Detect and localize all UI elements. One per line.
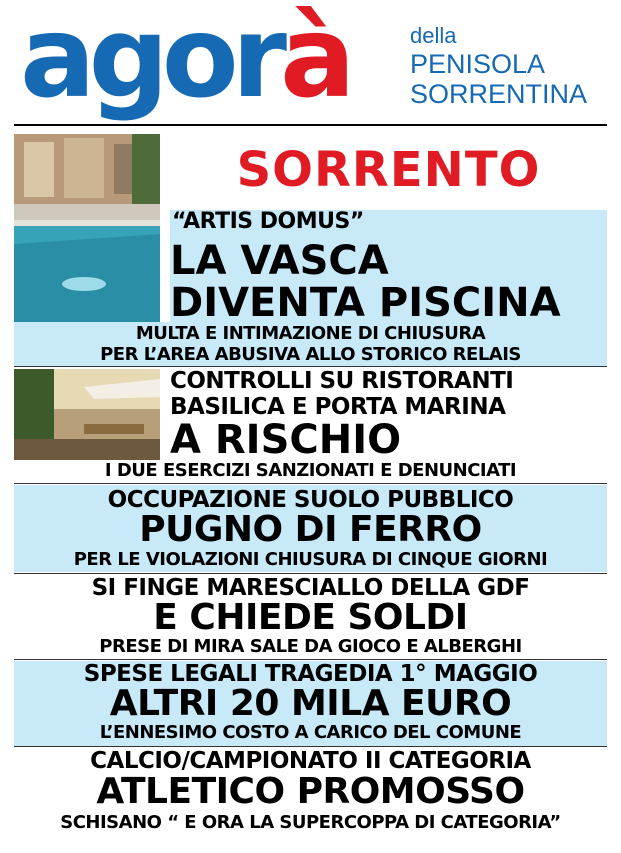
divider-1 [14, 366, 607, 367]
story4-sub: PRESE DI MIRA SALE DA GIOCO E ALBERGHI [99, 636, 522, 657]
section-title: SORRENTO [236, 142, 541, 198]
story5-kicker: SPESE LEGALI TRAGEDIA 1° MAGGIO [83, 661, 538, 687]
story5-headline: ALTRI 20 MILA EURO [109, 683, 512, 724]
story2-kicker-2: BASILICA E PORTA MARINA [170, 394, 506, 420]
masthead-penisola: PENISOLA [410, 49, 546, 79]
story6-headline: ATLETICO PROMOSSO [96, 771, 525, 812]
story1-kicker: “ARTIS DOMUS” [172, 209, 364, 234]
restaurant-photo [14, 369, 160, 460]
story1-sub-2: PER L’AREA ABUSIVA ALLO STORICO RELAIS [100, 344, 521, 365]
story3-kicker: OCCUPAZIONE SUOLO PUBBLICO [107, 487, 514, 513]
story4-kicker: SI FINGE MARESCIALLO DELLA GDF [91, 575, 530, 601]
masthead-della: della [410, 23, 457, 48]
story2-sub: I DUE ESERCIZI SANZIONATI E DENUNCIATI [104, 460, 517, 481]
story1-headline-2: DIVENTA PISCINA [170, 280, 561, 326]
story2-kicker-1: CONTROLLI SU RISTORANTI [170, 368, 514, 394]
masthead-logo [20, 0, 349, 123]
logo-main-text: agor [20, 0, 280, 123]
story3-headline: PUGNO DI FERRO [139, 509, 482, 550]
masthead-rule [14, 124, 607, 126]
story5-sub: L’ENNESIMO COSTO A CARICO DEL COMUNE [99, 722, 522, 743]
story6-sub: SCHISANO “ E ORA LA SUPERCOPPA DI CATEGORIA” [60, 812, 561, 833]
story1-sub-1: MULTA E INTIMAZIONE DI CHIUSURA [135, 323, 486, 344]
story3-sub: PER LE VIOLAZIONI CHIUSURA DI CINQUE GIORNI [73, 549, 548, 570]
story2-headline: A RISCHIO [170, 417, 402, 463]
story1-headline-1: LA VASCA [170, 238, 389, 284]
masthead-sorrentina: SORRENTINA [410, 79, 588, 109]
story4-headline: E CHIEDE SOLDI [153, 597, 468, 638]
pool-photo [14, 134, 160, 322]
logo-accent-text: à [279, 0, 349, 123]
divider-2 [14, 483, 607, 484]
story6-kicker: CALCIO/CAMPIONATO II CATEGORIA [90, 748, 531, 774]
